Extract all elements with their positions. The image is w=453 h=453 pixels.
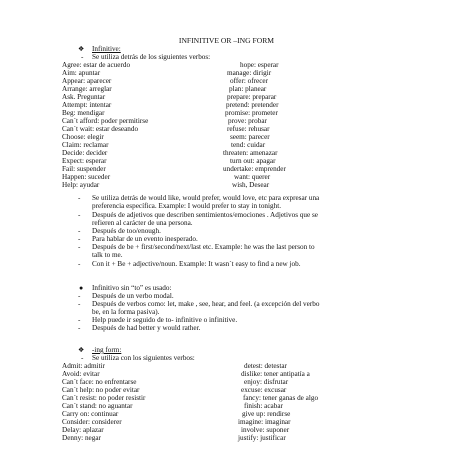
list-item: want: querer	[234, 173, 271, 181]
list-item: involve: suponer	[241, 426, 290, 434]
list-item: hope: esperar	[240, 61, 279, 69]
list-item: Can´t afford: poder permitirse	[62, 117, 149, 125]
list-item: prove: probar	[228, 117, 267, 125]
list-item: wish, Desear	[232, 181, 270, 189]
note-line: Se utiliza detrás de would like, would prefer, would love, etc para expresar una	[92, 194, 320, 202]
dash-marker: -	[78, 243, 81, 251]
list-item: Delay: aplazar	[62, 426, 104, 434]
list-item: excuse: excusar	[241, 386, 287, 394]
dash-marker: -	[78, 211, 81, 219]
dash-marker: -	[81, 354, 84, 362]
list-item: fancy: tener ganas de algo	[243, 394, 319, 402]
list-item: Appear: aparecer	[62, 77, 112, 85]
dash-marker: -	[78, 194, 81, 202]
note-line: talk to me.	[92, 251, 123, 259]
dash-marker: -	[81, 53, 84, 61]
list-item: undertake: emprender	[223, 165, 286, 173]
note-line: Para hablar de un evento inesperado.	[92, 235, 198, 243]
list-item: dislike: tener antipatía a	[241, 370, 310, 378]
list-item: Avoid: evitar	[62, 370, 100, 378]
list-item: Claim: reclamar	[62, 141, 109, 149]
diamond-bullet-icon: ❖	[78, 346, 85, 354]
note-line: Después de too/enough.	[92, 227, 161, 235]
page-title: INFINITIVE OR –ING FORM	[178, 36, 275, 45]
ing-heading: -ing form:	[92, 346, 122, 354]
dash-marker: -	[78, 324, 81, 332]
infinitive-heading: Infinitive:	[92, 45, 121, 53]
list-item: Aim: apuntar	[62, 69, 101, 77]
note-line: Después de verbos como: let, make , see, hear, and feel. (a excepción del verbo	[92, 300, 320, 308]
list-item: plan: planear	[229, 85, 267, 93]
list-item: Carry on: continuar	[62, 410, 119, 418]
note-line: Después de be + first/second/next/last etc. Example: he was the last person to	[92, 243, 315, 251]
list-item: refuse: rehusar	[227, 125, 270, 133]
bare-infinitive-heading: Infinitivo sin “to” es usado:	[92, 284, 172, 292]
list-item: Admit: admitir	[62, 362, 105, 370]
list-item: Choose: elegir	[62, 133, 104, 141]
note-line: Con it + Be + adjective/noun. Example: It wasn´t easy to find a new job.	[92, 260, 301, 268]
list-item: Beg: mendigar	[62, 109, 105, 117]
dash-marker: -	[78, 227, 81, 235]
diamond-bullet-icon: ❖	[78, 45, 85, 53]
infinitive-intro: Se utiliza detrás de los siguientes verbos:	[92, 53, 211, 61]
list-item: Agree: estar de acuerdo	[62, 61, 131, 69]
list-item: finish: acabar	[244, 402, 283, 410]
dash-marker: -	[78, 316, 81, 324]
list-item: Help: ayudar	[62, 181, 100, 189]
list-item: give up: rendirse	[242, 410, 291, 418]
list-item: Ask. Preguntar	[62, 93, 106, 101]
list-item: Decide: decider	[62, 149, 108, 157]
ing-intro: Se utiliza con los siguientes verbos:	[92, 354, 195, 362]
list-item: Consider: considerer	[62, 418, 122, 426]
round-bullet-icon: ●	[79, 284, 84, 292]
dash-marker: -	[78, 300, 81, 308]
list-item: threaten: amenazar	[223, 149, 278, 157]
list-item: Can´t face: no enfrentarse	[62, 378, 137, 386]
list-item: Attempt: intentar	[62, 101, 112, 109]
list-item: offer: ofrecer	[230, 77, 268, 85]
list-item: Happen: suceder	[62, 173, 111, 181]
list-item: seem: parecer	[230, 133, 270, 141]
dash-marker: -	[78, 235, 81, 243]
list-item: Arrange: arreglar	[62, 85, 112, 93]
list-item: Can´t resist: no poder resistir	[62, 394, 146, 402]
list-item: prepare: preparar	[227, 93, 277, 101]
list-item: justify: justificar	[238, 434, 286, 442]
note-line: Después de un verbo modal.	[92, 292, 174, 300]
list-item: pretend: pretender	[226, 101, 279, 109]
list-item: promise: prometer	[225, 109, 278, 117]
note-line: refieren al carácter de una persona.	[92, 219, 193, 227]
list-item: Can´t stand: no aguantar	[62, 402, 133, 410]
list-item: tend: cuidar	[231, 141, 266, 149]
note-line: Después de adjetivos que describen sentimientos/emociones . Adjetivos que se	[92, 211, 318, 219]
list-item: enjoy: disfrutar	[244, 378, 289, 386]
list-item: Fail: suspender	[62, 165, 106, 173]
list-item: manage: dirigir	[227, 69, 272, 77]
note-line: be, en la forma pasiva).	[92, 308, 160, 316]
list-item: Can´t wait: estar deseando	[62, 125, 139, 133]
note-line: Help puede ir seguido de to- infinitive o infinitive.	[92, 316, 238, 324]
note-line: preferencia específica. Example: I would prefer to stay in tonight.	[92, 202, 281, 210]
list-item: imagine: imaginar	[238, 418, 291, 426]
list-item: turn out: apagar	[230, 157, 276, 165]
note-line: Después de had better y would rather.	[92, 324, 201, 332]
list-item: Expect: esperar	[62, 157, 107, 165]
dash-marker: -	[78, 260, 81, 268]
list-item: detest: detestar	[244, 362, 287, 370]
list-item: Denny: negar	[62, 434, 101, 442]
dash-marker: -	[78, 292, 81, 300]
list-item: Can´t help: no poder evitar	[62, 386, 140, 394]
